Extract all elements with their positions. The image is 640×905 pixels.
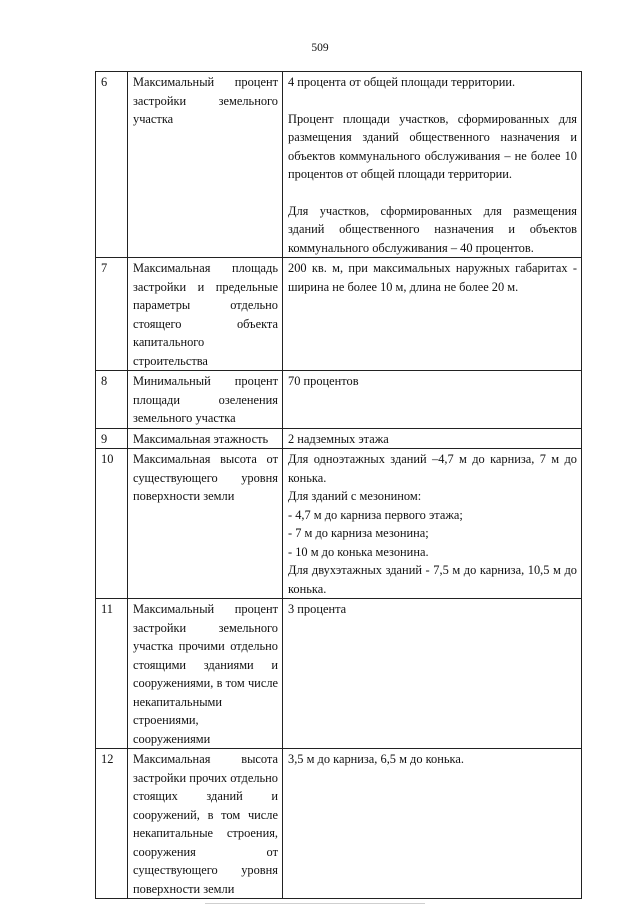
value-paragraph: Для участков, сформированных для размещения зданий общественного назначения и объектов коммунального обслуживания – 40 процентов. (288, 203, 577, 255)
regulations-table (95, 71, 582, 899)
parameter-value (283, 72, 582, 258)
row-number: 8 (96, 371, 128, 429)
parameter-name: Максимальный процент застройки земельного участка (128, 72, 283, 258)
value-paragraph: 3 процента (288, 602, 347, 616)
value-paragraph: - 4,7 м до карниза первого этажа; (288, 507, 463, 522)
value-paragraph: Для одноэтажных зданий –4,7 м до карниза, 7 м до конька. (288, 452, 577, 485)
row-number: 10 (96, 449, 128, 599)
parameter-value (283, 371, 582, 429)
table-row (96, 749, 582, 899)
table-row (96, 449, 582, 599)
parameter-value (283, 449, 582, 599)
table-row (96, 428, 582, 449)
value-paragraph: 2 надземных этажа (288, 431, 389, 446)
parameter-value (283, 258, 582, 371)
row-number: 9 (96, 428, 128, 449)
parameter-name: Максимальная площадь застройки и предельные параметры отдельно стоящего объекта капитального строительства (128, 258, 283, 371)
value-paragraph: Процент площади участков, сформированных для размещения зданий общественного назначения и объектов коммунального обслуживания – не более 10 процентов от общей площади территории. (288, 111, 577, 181)
value-paragraph: - 10 м до конька мезонина. (288, 544, 429, 559)
parameter-name: Максимальная высота от существующего уровня поверхности земли (128, 449, 283, 599)
value-paragraph: 4 процента от общей площади территории. (288, 75, 516, 89)
row-number: 7 (96, 258, 128, 371)
parameter-name: Максимальная этажность (128, 428, 283, 449)
parameter-value (283, 749, 582, 899)
table-row (96, 258, 582, 371)
parameter-value (283, 599, 582, 749)
parameter-value (283, 428, 582, 449)
parameter-name: Минимальный процент площади озеленения земельного участка (128, 371, 283, 429)
value-paragraph: 70 процентов (288, 374, 359, 388)
parameter-name: Максимальная высота застройки прочих отдельно стоящих зданий и сооружений, в том числе некапитальные строения, сооружения от существующего уровня поверхности земли (128, 749, 283, 899)
row-number: 11 (96, 599, 128, 749)
table-row (96, 599, 582, 749)
value-paragraph: 200 кв. м, при максимальных наружных габаритах - ширина не более 10 м, длина не более 20 м. (288, 261, 577, 294)
value-paragraph: Для двухэтажных зданий - 7,5 м до карниза, 10,5 м до конька. (288, 563, 577, 596)
row-number: 12 (96, 749, 128, 899)
table-row (96, 72, 582, 258)
value-paragraph: 3,5 м до карниза, 6,5 м до конька. (288, 752, 464, 766)
table-row (96, 371, 582, 429)
scan-edge-line (205, 903, 425, 904)
page-number: 509 (311, 42, 329, 54)
value-paragraph: - 7 м до карниза мезонина; (288, 526, 429, 540)
row-number: 6 (96, 72, 128, 258)
value-paragraph: Для зданий с мезонином: (288, 489, 422, 503)
parameter-name: Максимальный процент застройки земельного участка прочими отдельно стоящими зданиями и сооружениями, в том числе некапитальными строениями, сооружениями (128, 599, 283, 749)
